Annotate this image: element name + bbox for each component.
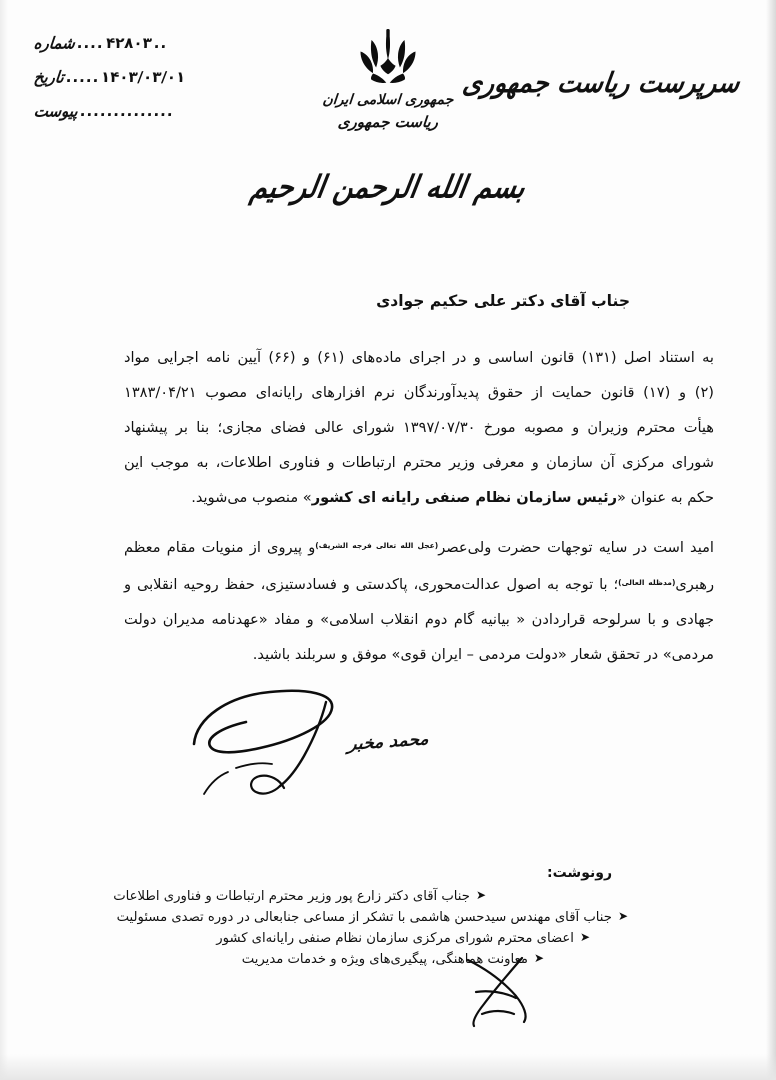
handwritten-signature-icon — [176, 672, 476, 812]
body-line: شورای مرکزی آن سازمان و معرفی وزیر محترم ارتباطات و فناوری اطلاعات، به موجب این — [124, 454, 714, 471]
bismillah-block — [0, 169, 776, 206]
registration-number-label: شماره — [32, 33, 76, 53]
emblem-office-name: ریاست جمهوری — [337, 113, 439, 131]
iran-national-emblem-icon — [351, 28, 425, 88]
registration-attachment-label: پیوست — [32, 101, 79, 121]
cc-item-label: جناب آقای دکتر زارع پور وزیر محترم ارتباطات و فناوری اطلاعات — [113, 889, 470, 904]
wishes-line1-part1: امید است در سایه توجهات حضرت ولی‌عصر — [438, 539, 714, 556]
emblem-country-name: جمهوری اسلامی ایران — [321, 92, 455, 108]
cc-item-label: معاونت هماهنگی، پیگیری‌های ویژه و خدمات مدیریت — [241, 952, 528, 967]
document-body — [124, 340, 714, 672]
registration-number-value: ۴۲۸۰۳ — [105, 34, 153, 52]
registration-block — [34, 34, 264, 136]
bismillah-text: بسم الله الرحمن الرحیم — [247, 169, 529, 206]
scan-edge-bottom — [0, 1054, 776, 1080]
signature-area — [176, 672, 476, 812]
arrow-bullet-icon: ➤ — [533, 951, 544, 965]
registration-number-trailing-dots: .... — [76, 34, 105, 52]
honorific-vali-asr: (عجل الله تعالی فرجه الشریف) — [315, 541, 439, 550]
body-line-wishes-2 — [124, 565, 714, 602]
arrow-bullet-icon: ➤ — [617, 909, 628, 923]
document-header — [0, 0, 776, 160]
arrow-bullet-icon: ➤ — [475, 888, 486, 902]
cc-list-item — [0, 949, 776, 970]
paragraph-wishes — [124, 528, 714, 672]
registration-attachment-dots: .............. — [79, 102, 175, 120]
body-line-wishes-1 — [124, 528, 714, 565]
registration-number-leading-dots: .. — [152, 34, 168, 52]
body-line: به استناد اصل (۱۳۱) قانون اساسی و در اجرای ماده‌های (۶۱) و (۶۶) آیین نامه اجرایی مواد — [124, 349, 714, 366]
paragraph-appointment — [124, 340, 714, 515]
addressee-line: جناب آقای دکتر علی حکیم جوادی — [376, 292, 630, 310]
appointment-suffix: » منصوب می‌شوید. — [191, 489, 312, 506]
cc-list-item — [0, 907, 776, 928]
registration-date-trailing-dots: ..... — [65, 68, 100, 86]
registration-number-row — [34, 34, 264, 68]
cc-item-label: اعضای محترم شورای مرکزی سازمان نظام صنفی رایانه‌ای کشور — [216, 931, 574, 946]
carbon-copy-block — [0, 862, 776, 970]
registration-date-value: ۱۴۰۳/۰۳/۰۱ — [100, 68, 187, 86]
wishes-line2-part2: ؛ با توجه به اصول عدالت‌محوری، پاکدستی و فسادستیزی، حفظ روحیه انقلابی و — [124, 576, 619, 593]
body-line-appointment — [124, 480, 714, 515]
cc-list-item — [0, 928, 776, 949]
honorific-leader: (مدظله العالی) — [618, 578, 676, 587]
registration-date-row — [34, 68, 264, 102]
body-line-wishes-4: مردمی» در تحقق شعار «دولت مردمی – ایران قوی» موفق و سربلند باشید. — [252, 646, 714, 663]
wishes-line2-part1: رهبری — [675, 576, 714, 593]
appointment-prefix: حکم به عنوان « — [617, 489, 714, 506]
appointment-title: رئیس سازمان نظام صنفی رایانه ای کشور — [311, 489, 618, 506]
body-line-wishes-3: جهادی و با سرلوحه قراردادن « بیانیه گام دوم انقلاب اسلامی» و مفاد «عهدنامه مدیران دولت — [124, 611, 714, 628]
cc-item-label: جناب آقای مهندس سیدحسن هاشمی با تشکر از مساعی جنابعالی در دوره تصدی مسئولیت — [116, 910, 612, 925]
cc-list-item — [0, 886, 776, 907]
body-line: هیأت محترم وزیران و مصوبه مورخ ۱۳۹۷/۰۷/۳۰ شورای عالی فضای مجازی؛ بنا بر پیشنهاد — [124, 419, 714, 436]
arrow-bullet-icon: ➤ — [579, 930, 590, 944]
cc-list — [0, 886, 776, 970]
cc-title: رونوشت: — [547, 865, 612, 881]
wishes-line1-part2: و پیروی از منویات مقام معظم — [124, 539, 316, 556]
registration-attachment-row — [34, 102, 264, 136]
registration-date-label: تاریخ — [32, 67, 65, 87]
office-title: سرپرست ریاست جمهوری — [461, 66, 743, 99]
body-line: (۲) و (۱۷) قانون حمایت از حقوق پدیدآورندگان نرم افزارهای رایانه‌ای مصوب ۱۳۸۳/۰۴/۲۱ — [124, 384, 714, 401]
signatory-name: محمد مخبر — [346, 729, 430, 755]
